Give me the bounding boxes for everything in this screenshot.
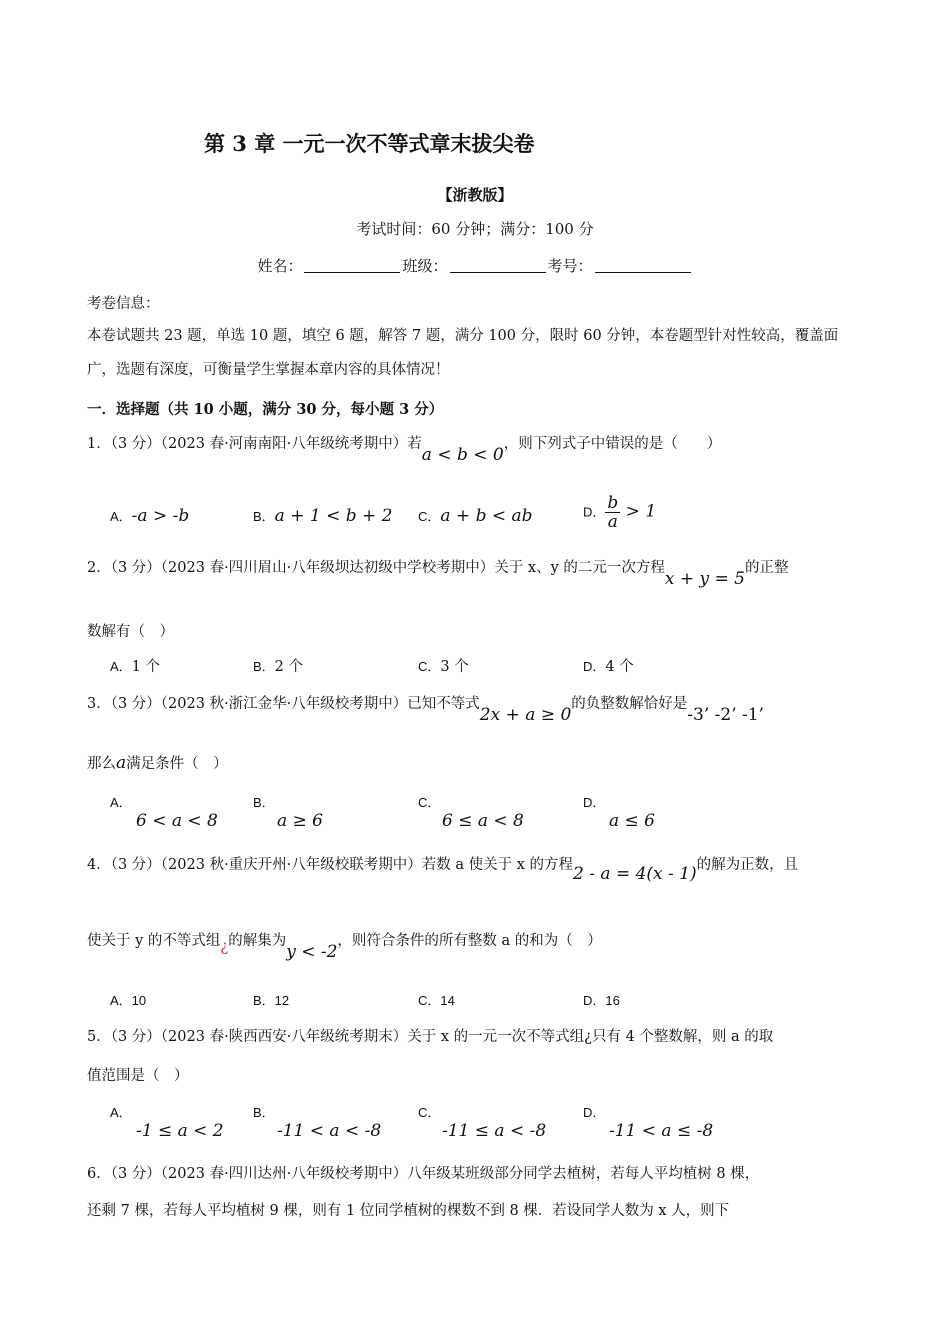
option-math: -a > -b <box>131 506 190 526</box>
q3-text-a: 3．（3 分）（2023 秋·浙江金华·八年级校考期中）已知不等式 <box>87 696 480 712</box>
q1-text-b: ，则下列式子中错误的是（ ） <box>503 436 722 452</box>
class-blank[interactable] <box>450 258 546 273</box>
section-title: 一．选择题（共 10 小题，满分 30 分，每小题 3 分） <box>87 401 444 418</box>
q2-text-a: 2．（3 分）（2023 春·四川眉山·八年级坝达初级中学校考期中）关于 x、y 的二元一次方程 <box>87 560 665 576</box>
option-text: 12 <box>274 993 290 1008</box>
question-6-stem: 6．（3 分）（2023 春·四川达州·八年级校考期中）八年级某班级部分同学去植树，若每人平均植树 8 棵， <box>87 1166 760 1182</box>
option-math: -11 < a < -8 <box>277 1121 382 1141</box>
option-label: A． <box>110 795 132 810</box>
q3-text-c-post: 满足条件（ ） <box>126 756 228 772</box>
exam-no-label: 考号： <box>547 257 593 275</box>
option-math: > 1 <box>620 501 657 522</box>
q2-text-b: 的正整 <box>745 560 789 576</box>
q3-option-b[interactable] <box>253 792 323 831</box>
option-text: 16 <box>605 993 620 1008</box>
student-info-row <box>0 255 950 276</box>
option-label: A． <box>110 1105 132 1120</box>
q1-option-d[interactable] <box>583 494 656 531</box>
option-text: 14 <box>440 993 455 1008</box>
question-4-stem <box>87 853 799 884</box>
q3-text-b: 的负整数解恰好是 <box>571 696 688 712</box>
q4-option-d[interactable] <box>583 990 620 1009</box>
option-math: 6 ≤ a < 8 <box>442 811 524 831</box>
option-math: a ≥ 6 <box>277 811 324 831</box>
q5-option-b[interactable] <box>253 1102 381 1141</box>
q3-text-c-pre: 那么 <box>87 756 116 772</box>
option-text: 3 个 <box>440 659 469 675</box>
option-math: a ≤ 6 <box>609 811 656 831</box>
option-label: A． <box>110 659 132 674</box>
option-fraction <box>605 494 620 531</box>
option-text: 2 个 <box>274 659 304 675</box>
option-label: B． <box>253 993 275 1008</box>
option-label: B． <box>253 659 275 674</box>
option-label: B． <box>253 795 275 810</box>
option-label: C． <box>418 659 441 674</box>
question-5-stem-cont: 值范围是（ ） <box>87 1068 189 1084</box>
option-text: 10 <box>131 993 147 1008</box>
q4-missing-glyph: ¿ <box>220 939 229 955</box>
info-heading: 考卷信息： <box>87 296 160 312</box>
q1-text-a: 1．（3 分）（2023 春·河南南阳·八年级统考期中）若 <box>87 436 422 452</box>
question-6-stem-cont: 还剩 7 棵，若每人平均植树 9 棵，则有 1 位同学植树的棵数不到 8 棵．若设同学人数为 x 人，则下 <box>87 1203 730 1219</box>
q3-option-a[interactable] <box>110 792 218 831</box>
option-label: D． <box>583 1105 606 1120</box>
option-math: a + 1 < b + 2 <box>274 506 393 526</box>
question-3-stem-cont <box>87 752 228 773</box>
q4-text-d: 的解集为 <box>228 933 287 949</box>
question-3-stem <box>87 692 764 725</box>
question-4-stem-cont <box>87 929 602 962</box>
name-label: 姓名： <box>257 257 303 275</box>
option-math: 6 < a < 8 <box>136 811 218 831</box>
q4-math-2: y < -2 <box>286 942 338 962</box>
option-label: C． <box>418 509 441 524</box>
q1-option-a[interactable] <box>110 506 189 526</box>
q4-option-c[interactable] <box>418 990 455 1009</box>
q2-option-a[interactable] <box>110 655 160 676</box>
q2-option-c[interactable] <box>418 655 469 676</box>
option-math: -11 < a ≤ -8 <box>609 1121 714 1141</box>
q2-math: x + y = 5 <box>664 569 745 589</box>
question-2-stem-cont: 数解有（ ） <box>87 624 174 640</box>
q1-math: a < b < 0 <box>421 445 504 465</box>
q5-option-c[interactable] <box>418 1102 546 1141</box>
option-label: C． <box>418 795 441 810</box>
q3-math-2: -3’ -2’ -1’ <box>687 705 764 725</box>
q2-option-b[interactable] <box>253 655 303 676</box>
q4-text-e: ，则符合条件的所有整数 a 的和为（ ） <box>337 933 602 949</box>
q4-text-b: 的解为正数，且 <box>696 857 799 873</box>
option-math: -11 ≤ a < -8 <box>442 1121 547 1141</box>
option-label: D． <box>583 993 606 1008</box>
name-blank[interactable] <box>304 258 400 273</box>
edition-label: 【浙教版】 <box>437 186 513 204</box>
q4-text-c: 使关于 y 的不等式组 <box>87 933 221 949</box>
fraction-denominator: a <box>607 512 618 532</box>
page-title: 第 3 章 一元一次不等式章末拔尖卷 <box>204 131 535 156</box>
q2-option-d[interactable] <box>583 655 634 676</box>
option-label: C． <box>418 993 441 1008</box>
q4-option-a[interactable] <box>110 990 146 1009</box>
q5-option-d[interactable] <box>583 1102 713 1141</box>
fraction-numerator: b <box>607 493 619 513</box>
question-5-stem: 5．（3 分）（2023 春·陕西西安·八年级统考期末）关于 x 的一元一次不等式组¿只有 4 个整数解，则 a 的取 <box>87 1029 774 1045</box>
option-label: D． <box>583 659 606 674</box>
class-label: 班级： <box>402 257 448 275</box>
option-label: C． <box>418 1105 441 1120</box>
q4-math: 2 - a = 4(x - 1) <box>573 864 697 884</box>
option-math: a + b < ab <box>440 506 533 526</box>
question-2-stem <box>87 556 789 589</box>
option-label: B． <box>253 509 275 524</box>
question-1-stem <box>87 432 722 465</box>
q3-text-c-var: a <box>116 753 127 773</box>
q3-option-c[interactable] <box>418 792 524 831</box>
exam-time-info: 考试时间：60 分钟；满分：100 分 <box>356 220 594 238</box>
info-body: 本卷试题共 23 题，单选 10 题，填空 6 题，解答 7 题，满分 100 分，限时 60 分钟，本卷题型针对性较高，覆盖面广，选题有深度，可衡量学生掌握本章内容的具体情况！ <box>87 328 839 378</box>
q1-option-b[interactable] <box>253 506 392 526</box>
option-text: 4 个 <box>605 659 634 675</box>
q3-math: 2x + a ≥ 0 <box>479 705 572 725</box>
q4-text-a: 4．（3 分）（2023 秋·重庆开州·八年级校联考期中）若数 a 使关于 x 的方程 <box>87 857 574 873</box>
q3-option-d[interactable] <box>583 792 655 831</box>
option-label: A． <box>110 509 132 524</box>
exam-no-blank[interactable] <box>595 258 691 273</box>
option-math: -1 ≤ a < 2 <box>136 1121 224 1141</box>
q5-option-a[interactable] <box>110 1102 224 1141</box>
option-label: A． <box>110 993 132 1008</box>
option-label: D． <box>583 504 606 520</box>
option-label: B． <box>253 1105 275 1120</box>
option-label: D． <box>583 795 606 810</box>
option-text: 1 个 <box>131 659 161 675</box>
q1-option-c[interactable] <box>418 506 533 526</box>
q4-option-b[interactable] <box>253 990 289 1009</box>
